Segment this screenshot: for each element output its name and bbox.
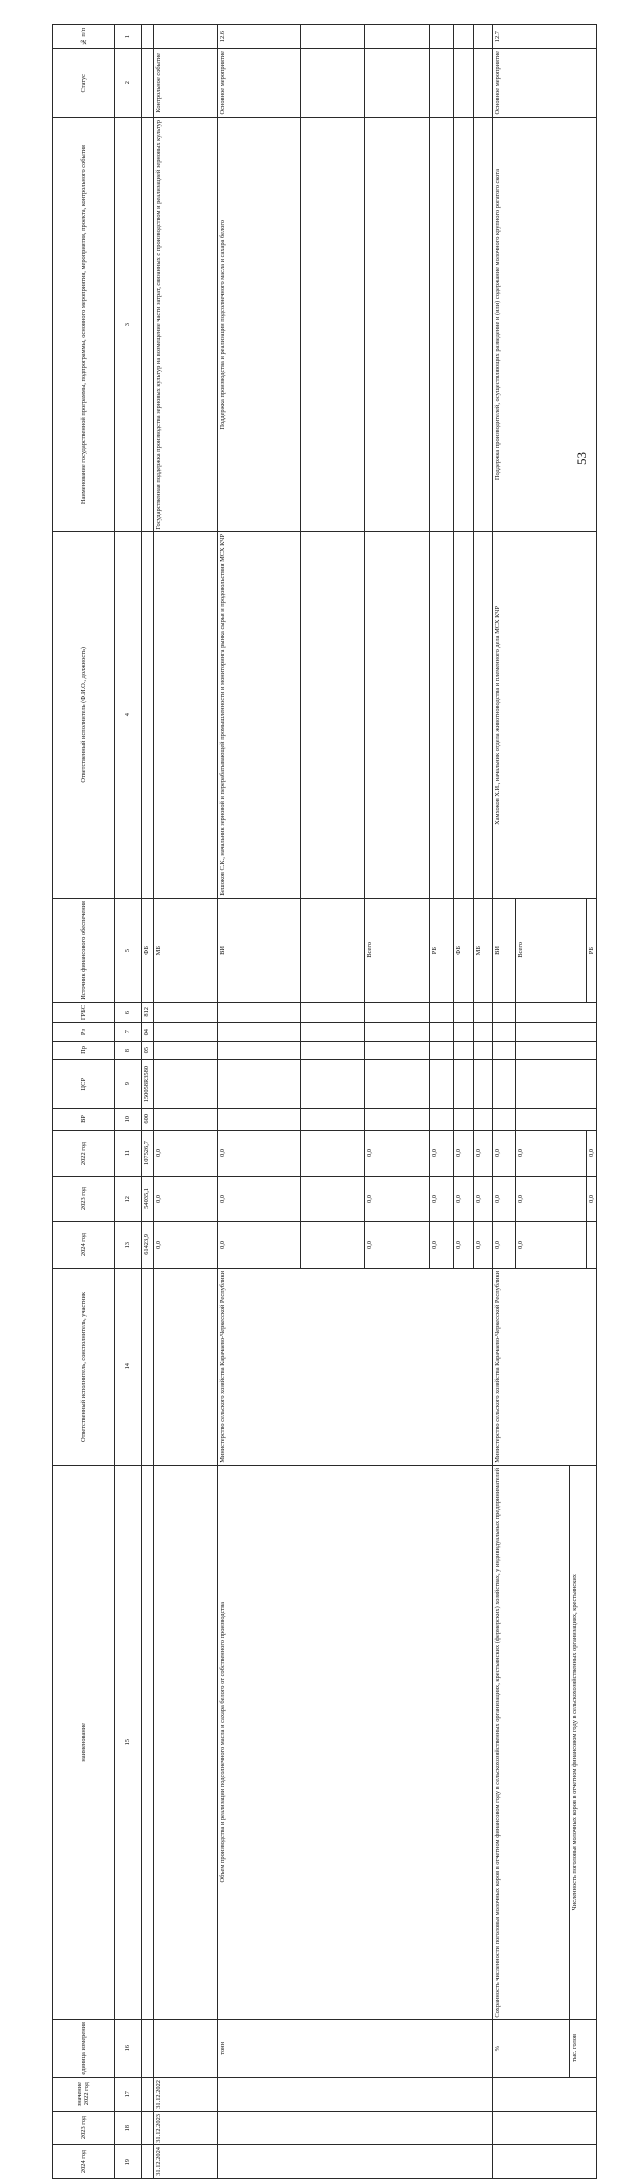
- header-value-2022: значение 2022 год: [53, 2077, 115, 2111]
- program-table: № п/п 1 12.6 12.7 Статус 2 Контрольное событие Основное мероприятие Основное мероприятие Наименование государственной программы, подпрограммы, основного мероприятия, мероприятия, проекта, контрольного события 3 Государственная поддержка производства зерновых культур на возмещение части затрат, связанных с производством и реализацией зерновых культур Поддержка производства и реализации подсолнечного масла и сахара белого Поддержка производителей, осуществляющих разведение и (или) содержание молочного крупного рогатого скота Ответственный исполнитель (Ф.И.О., должность) 4 Бешоков С.К., начальник зерновой и перерабатывающей промышленности и мониторинга рынка сырья и продовольствия МСХ КЧР Хамхоков Х.И., начальник отдела животноводства и племенного дела МСХ КЧР Источник финансового обеспечения 5 ФБ МБ ВИ Всего РБ ФБ МБ ВИ Всего РБ ГРБС 6 812 Рз 7 04 Пр 8 05 ЦСР 9 150058R3580 ВР 10 600 2022 год 11 107526,7 0,0 0,0 0,0 0,0 0,0 0,0 0,0 0,0 0,0 2023 год 12 54035,1 0,0 0,0 0,0 0,0 0,0 0,0 0,0 0,0 0,0 2024 год 13 61423,9 0,0 0,0 0,0 0,0 0,0 0,0 0,0 0,0 Ответственный исполнитель, соисполнитель, участник 14 Министерство сельского хозяйства Карачаево-Черкесской Республики Министерство сельского хозяйства Карачаево-Черкесской Республики наименование 15 Объем производства и реализации подсолнечного масла и сахара белого от собственного производства Сохранность численности поголовья молочных коров в отчетном финансовом году в сельскохозяйственных организациях, крестьянских (фермерских) хозяйствах, у индивидуальных предпринимателей Численность поголовья молочных коров в отчетном финансовом году в сельскохозяйственных организациях, крестьянских единица измерения 16 тонн % тыс. голов значение 2022 год 17 31.12.2022 2023 год 18 31.12.2023 2024 год 19 31.12.2024: [52, 24, 597, 2179]
- item-127-executor: Хамхоков Х.И., начальник отдела животноводства и племенного дела МСХ КЧР: [493, 532, 597, 899]
- header-status: Статус: [53, 49, 115, 118]
- item-126-name: Поддержка производства и реализации подсолнечного масла и сахара белого: [218, 117, 301, 532]
- item-127-responsible: Министерство сельского хозяйства Карачаево-Черкесской Республики: [493, 1268, 597, 1465]
- item-126-indicator: Объем производства и реализации подсолнечного масла и сахара белого от собственного производства: [218, 1465, 493, 2020]
- control-event-date-2022: 31.12.2022: [154, 2077, 218, 2111]
- cell-2023-fb: 54035,1: [142, 1176, 154, 1221]
- source-fb: ФБ: [142, 898, 154, 1002]
- item-126-total-label: Всего: [365, 898, 430, 1002]
- control-event-date-2024: 31.12.2024: [154, 2145, 218, 2179]
- colnum-16: 16: [115, 2020, 142, 2078]
- control-event-status: Контрольное событие: [154, 49, 218, 118]
- item-126-source-mb: МБ: [474, 898, 493, 1002]
- source-vi: ВИ: [218, 898, 301, 1002]
- header-num: № п/п: [53, 25, 115, 49]
- header-value-2024: 2024 год: [53, 2145, 115, 2179]
- colnum-5: 5: [115, 898, 142, 1002]
- colnum-9: 9: [115, 1059, 142, 1108]
- item-126-responsible: Министерство сельского хозяйства Карачаево-Черкесской Республики: [218, 1268, 493, 1465]
- cell-2023-vi: 0,0: [218, 1176, 301, 1221]
- colnum-8: 8: [115, 1041, 142, 1059]
- header-executor: Ответственный исполнитель (Ф.И.О., должность): [53, 532, 115, 899]
- item-127-unit-2: тыс. голов: [570, 2020, 597, 2078]
- item-126-source-rb: РБ: [430, 898, 454, 1002]
- item-126-total-2022: 0,0: [365, 1130, 430, 1176]
- page-number: 53: [574, 452, 589, 465]
- header-unit: единица измерения: [53, 2020, 115, 2078]
- cell-2022-fb: 107526,7: [142, 1130, 154, 1176]
- header-vr: ВР: [53, 1108, 115, 1130]
- control-event-date-2023: 31.12.2023: [154, 2111, 218, 2145]
- colnum-14: 14: [115, 1268, 142, 1465]
- header-name: Наименование государственной программы, подпрограммы, основного мероприятия, мероприятия, проекта, контрольного события: [53, 117, 115, 532]
- colnum-2: 2: [115, 49, 142, 118]
- item-126-status: Основное мероприятие: [218, 49, 301, 118]
- item-126-source-vi: ВИ: [493, 898, 516, 1002]
- item-127-total-label: Всего: [516, 898, 587, 1002]
- cell-2022-vi: 0,0: [218, 1130, 301, 1176]
- colnum-11: 11: [115, 1130, 142, 1176]
- cell-rz: 04: [142, 1022, 154, 1041]
- header-2024: 2024 год: [53, 1221, 115, 1268]
- header-source: Источник финансового обеспечения: [53, 898, 115, 1002]
- source-mb: МБ: [154, 898, 218, 1002]
- colnum-12: 12: [115, 1176, 142, 1221]
- item-126-num: 12.6: [218, 25, 301, 49]
- control-event-name: Государственная поддержка производства зерновых культур на возмещение части затрат, связанных с производством и реализацией зерновых культур: [154, 117, 218, 532]
- item-127-indicator-2: Численность поголовья молочных коров в отчетном финансовом году в сельскохозяйственных организациях, крестьянских: [570, 1465, 597, 2020]
- colnum-17: 17: [115, 2077, 142, 2111]
- item-127-num: 12.7: [493, 25, 597, 49]
- item-126-executor: Бешоков С.К., начальник зерновой и перерабатывающей промышленности и мониторинга рынка сырья и продовольствия МСХ КЧР: [218, 532, 301, 899]
- cell-pr: 05: [142, 1041, 154, 1059]
- colnum-3: 3: [115, 117, 142, 532]
- budget-table: [52, 24, 597, 2179]
- item-127-total-2023: 0,0: [516, 1176, 587, 1221]
- item-127-indicator-1: Сохранность численности поголовья молочных коров в отчетном финансовом году в сельскохозяйственных организациях, крестьянских (фермерских) хозяйствах, у индивидуальных предпринимателей: [493, 1465, 570, 2020]
- item-126-unit: тонн: [218, 2020, 493, 2078]
- header-responsible: Ответственный исполнитель, соисполнитель, участник: [53, 1268, 115, 1465]
- cell-grbs: 812: [142, 1002, 154, 1022]
- header-value-2023: 2023 год: [53, 2111, 115, 2145]
- colnum-1: 1: [115, 25, 142, 49]
- colnum-13: 13: [115, 1221, 142, 1268]
- header-csr: ЦСР: [53, 1059, 115, 1108]
- header-pr: Пр: [53, 1041, 115, 1059]
- cell-csr: 150058R3580: [142, 1059, 154, 1108]
- colnum-6: 6: [115, 1002, 142, 1022]
- header-value: значение: [76, 2082, 84, 2107]
- cell-2024-fb: 61423,9: [142, 1221, 154, 1268]
- colnum-18: 18: [115, 2111, 142, 2145]
- item-127-total-2022: 0,0: [516, 1130, 587, 1176]
- item-127-total-2024: 0,0: [516, 1221, 587, 1268]
- item-126-total-2023: 0,0: [365, 1176, 430, 1221]
- colnum-7: 7: [115, 1022, 142, 1041]
- cell-2024-vi: 0,0: [218, 1221, 301, 1268]
- cell-vr: 600: [142, 1108, 154, 1130]
- item-127-source-rb: РБ: [587, 898, 597, 1002]
- item-127-status: Основное мероприятие: [493, 49, 597, 118]
- colnum-10: 10: [115, 1108, 142, 1130]
- header-rz: Рз: [53, 1022, 115, 1041]
- colnum-15: 15: [115, 1465, 142, 2020]
- colnum-19: 19: [115, 2145, 142, 2179]
- cell-2023-mb: 0,0: [154, 1176, 218, 1221]
- item-127-unit-1: %: [493, 2020, 570, 2078]
- colnum-4: 4: [115, 532, 142, 899]
- header-indicator-name: наименование: [53, 1465, 115, 2020]
- header-2022: 2022 год: [53, 1130, 115, 1176]
- item-126-total-2024: 0,0: [365, 1221, 430, 1268]
- header-grbs: ГРБС: [53, 1002, 115, 1022]
- item-126-source-fb: ФБ: [454, 898, 474, 1002]
- item-127-name: Поддержка производителей, осуществляющих разведение и (или) содержание молочного крупного рогатого скота: [493, 117, 597, 532]
- cell-2022-mb: 0,0: [154, 1130, 218, 1176]
- header-2023: 2023 год: [53, 1176, 115, 1221]
- cell-2024-mb: 0,0: [154, 1221, 218, 1268]
